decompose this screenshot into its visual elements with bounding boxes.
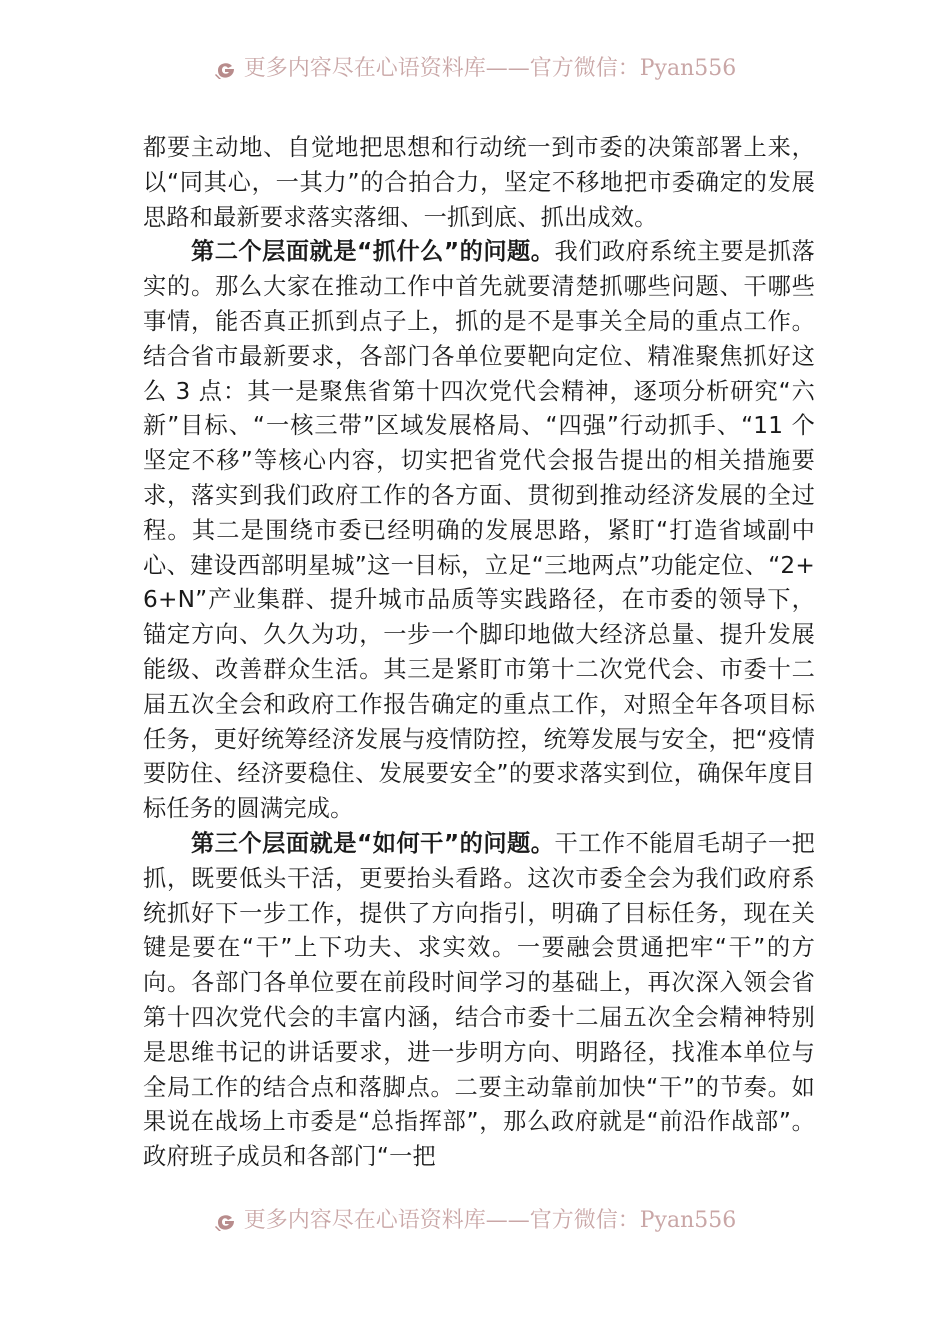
paragraph-heading: 第二个层面就是“抓什么”的问题。	[191, 238, 555, 266]
paragraph-heading: 第三个层面就是“如何干”的问题。	[191, 829, 555, 857]
watermark-text: 更多内容尽在心语资料库——官方微信：Pyan556	[243, 1208, 737, 1233]
paragraph-text: 干工作不能眉毛胡子一把抓，既要低头干活，更要抬头看路。这次市委全会为我们政府系统抓好下一步工作，提供了方向指引，明确了目标任务，现在关键是要在“干”上下功夫、求实效。一要融会贯通把牢“干”的方向。各部门各单位要在前段时间学习的基础上，再次深入领会省第十四次党代会的丰富内涵，结合市委十二届五次全会精神特别是思维书记的讲话要求，进一步明方向、明路径，找准本单位与全局工作的结合点和落脚点。二要主动靠前加快“干”的节奏。如果说在战场上市委是“总指挥部”，那么政府就是“前沿作战部”。政府班子成员和各部门“一把	[143, 829, 816, 1171]
paragraph-text: 都要主动地、自觉地把思想和行动统一到市委的决策部署上来，以“同其心，一其力”的合拍合力，坚定不移地把市委确定的发展思路和最新要求落实落细、一抓到底、抓出成效。	[143, 134, 815, 231]
document-body	[143, 131, 815, 1175]
watermark-text: 更多内容尽在心语资料库——官方微信：Pyan556	[243, 56, 737, 81]
paragraph-continuation	[143, 131, 815, 235]
paragraph-what-to-grasp	[143, 235, 815, 827]
paragraph-text: 我们政府系统主要是抓落实的。那么大家在推动工作中首先就要清楚抓哪些问题、干哪些事情，能否真正抓到点子上，抓的是不是事关全局的重点工作。结合省市最新要求，各部门各单位要靶向定位、精准聚焦抓好这么 3 点：其一是聚焦省第十四次党代会精神，逐项分析研究“六新”目标、“一核三带”区域发展格局、“四强”行动抓手、“11 个坚定不移”等核心内容，切实把省党代会报告提出的相关措施要求，落实到我们政府工作的各方面、贯彻到推动经济发展的全过程。其二是围绕市委已经明确的发展思路，紧盯“打造省域副中心、建设西部明星城”这一目标，立足“三地两点”功能定位、“2+6+N”产业集群、提升城市品质等实践路径，在市委的领导下，锚定方向、久久为功，一步一个脚印地做大经济总量、提升发展能级、改善群众生活。其三是紧盯市第十二次党代会、市委十二届五次全会和政府工作报告确定的重点工作，对照全年各项目标任务，更好统筹经济发展与疫情防控，统筹发展与安全，把“疫情要防住、经济要稳住、发展要安全”的要求落实到位，确保年度目标任务的圆满完成。	[143, 238, 816, 823]
watermark-logo-icon	[214, 1210, 238, 1232]
footer-watermark	[0, 1208, 950, 1234]
paragraph-how-to-do	[143, 827, 815, 1175]
watermark-logo-icon	[214, 58, 238, 80]
header-watermark	[0, 56, 950, 82]
